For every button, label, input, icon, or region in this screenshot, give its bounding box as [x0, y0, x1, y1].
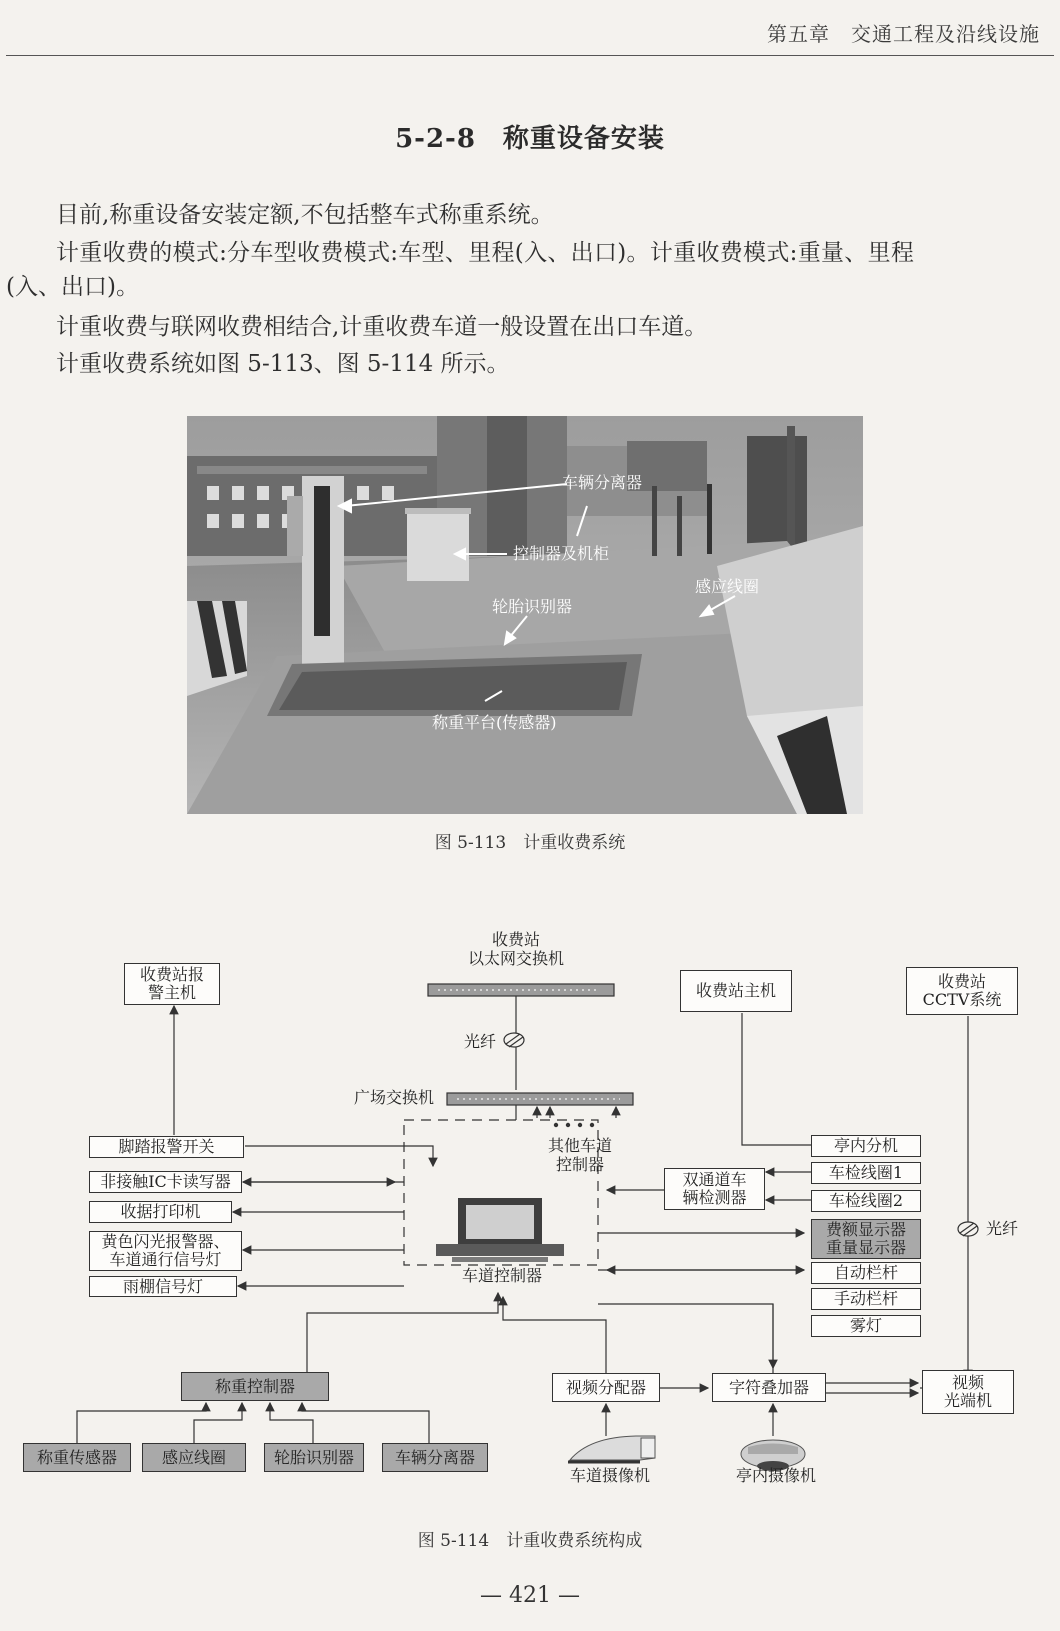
- character-overlay-box: 字符叠加器: [712, 1373, 826, 1402]
- ic-reader-box: 非接触IC卡读写器: [89, 1171, 242, 1193]
- fiber-label-2: 光纤: [985, 1219, 1018, 1238]
- photo-label-separator: 车辆分离器: [562, 473, 643, 492]
- printer-box: 收据打印机: [89, 1201, 232, 1223]
- ethernet-switch-label: 收费站 以太网交换机: [467, 930, 564, 968]
- photo-label-controller: 控制器及机柜: [513, 544, 610, 563]
- weigh-sensor-box: 称重传感器: [23, 1443, 131, 1472]
- fee-display-box: 费额显示器 重量显示器: [811, 1219, 921, 1259]
- paragraph-2-cont: (入、出口)。: [6, 274, 139, 300]
- lane-camera-label: 车道摄像机: [569, 1466, 650, 1485]
- lane-controller-label: 车道控制器: [461, 1266, 542, 1285]
- induction-coil-box: 感应线圈: [142, 1443, 246, 1472]
- flash-alarm-box: 黄色闪光报警器、 车道通行信号灯: [89, 1231, 242, 1271]
- chapter-title: 第五章 交通工程及沿线设施: [767, 22, 1040, 46]
- auto-barrier-box: 自动栏杆: [811, 1262, 921, 1284]
- video-distributor-box: 视频分配器: [552, 1373, 660, 1402]
- page-number: — 421 —: [480, 1583, 580, 1608]
- photo-label-coil: 感应线圈: [695, 577, 760, 596]
- station-host-box: 收费站主机: [680, 970, 792, 1012]
- booth-extension-box: 亭内分机: [811, 1135, 921, 1157]
- dual-detector-box: 双通道车 辆检测器: [664, 1168, 765, 1210]
- paragraph-1: 目前,称重设备安装定额,不包括整车式称重系统。: [56, 202, 554, 228]
- tire-identifier-box: 轮胎识别器: [264, 1443, 364, 1472]
- photo-label-platform: 称重平台(传感器): [432, 713, 557, 732]
- coil1-box: 车检线圈1: [811, 1162, 921, 1184]
- paragraph-4: 计重收费系统如图 5-113、图 5-114 所示。: [56, 351, 510, 377]
- photo-label-tire: 轮胎识别器: [492, 597, 573, 616]
- figure-114-caption: 图 5-114 计重收费系统构成: [417, 1531, 643, 1551]
- weigh-controller-box: 称重控制器: [181, 1372, 329, 1401]
- other-lanes-label: 其他车道 控制器: [547, 1136, 612, 1174]
- paragraph-3: 计重收费与联网收费相结合,计重收费车道一般设置在出口车道。: [56, 314, 708, 340]
- section-title: 5-2-8 称重设备安装: [395, 124, 665, 154]
- fiber-label-1: 光纤: [463, 1032, 496, 1051]
- fog-light-box: 雾灯: [811, 1315, 921, 1337]
- canopy-light-box: 雨棚信号灯: [89, 1276, 237, 1297]
- figure-113-caption: 图 5-113 计重收费系统: [434, 833, 626, 853]
- plaza-switch-label: 广场交换机: [353, 1088, 434, 1107]
- computer-icon: [436, 1198, 564, 1262]
- paragraph-2: 计重收费的模式:分车型收费模式:车型、里程(入、出口)。计重收费模式:重量、里程: [56, 240, 915, 266]
- foot-alarm-box: 脚踏报警开关: [89, 1136, 244, 1158]
- vehicle-separator-box: 车辆分离器: [382, 1443, 488, 1472]
- cctv-box: 收费站 CCTV系统: [906, 967, 1018, 1015]
- video-optical-box: 视频 光端机: [922, 1370, 1014, 1414]
- alarm-host-box: 收费站报 警主机: [124, 963, 220, 1005]
- manual-barrier-box: 手动栏杆: [811, 1288, 921, 1310]
- lane-camera-icon: [568, 1436, 655, 1462]
- booth-camera-label: 亭内摄像机: [735, 1466, 816, 1485]
- coil2-box: 车检线圈2: [811, 1190, 921, 1212]
